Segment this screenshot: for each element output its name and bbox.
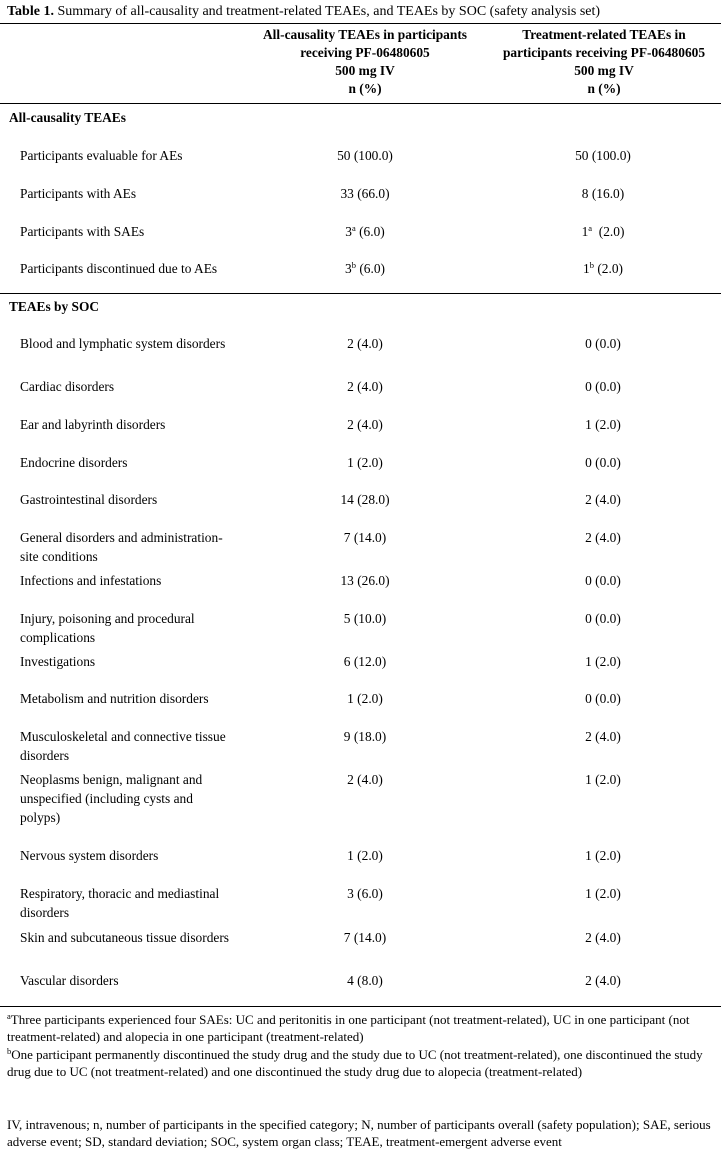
cell-all-causality: 4 (8.0) bbox=[347, 973, 383, 988]
cell-treatment-related: 0 (0.0) bbox=[585, 611, 621, 626]
cell-treatment-related: 1 (2.0) bbox=[585, 848, 621, 863]
cell-treatment-related: 0 (0.0) bbox=[585, 336, 621, 351]
row-label: Gastrointestinal disorders bbox=[20, 492, 158, 507]
cell-all-causality: 2 (4.0) bbox=[347, 772, 383, 787]
row-label: Vascular disorders bbox=[20, 973, 119, 988]
cell-treatment-related: 2 (4.0) bbox=[585, 973, 621, 988]
table-caption: Summary of all-causality and treatment-related TEAEs, and TEAEs by SOC (safety analysis set) bbox=[53, 4, 601, 19]
column-header-treatment-related: Treatment-related TEAEs in participants receiving PF-06480605 500 mg IV n (%) bbox=[502, 27, 706, 96]
cell-all-causality: 2 (4.0) bbox=[347, 417, 383, 432]
cell-all-causality: 7 (14.0) bbox=[343, 930, 387, 945]
row-label: Nervous system disorders bbox=[20, 848, 159, 863]
row-label: Participants with SAEs bbox=[20, 224, 145, 239]
top-rule bbox=[0, 23, 721, 24]
row-label: Investigations bbox=[20, 654, 96, 669]
footnote-mark: b bbox=[351, 260, 356, 270]
footnote-mark: b bbox=[7, 1046, 12, 1056]
cell-all-causality: 9 (18.0) bbox=[343, 729, 387, 744]
row-label: Participants evaluable for AEs bbox=[20, 148, 183, 163]
cell-treatment-related: 1 (2.0) bbox=[585, 417, 621, 432]
cell-all-causality: 14 (28.0) bbox=[340, 492, 390, 507]
row-label: Participants with AEs bbox=[20, 186, 137, 201]
row-label: Injury, poisoning and procedural complications bbox=[20, 611, 195, 645]
cell-all-causality: 33 (66.0) bbox=[340, 186, 390, 201]
row-label: Skin and subcutaneous tissue disorders bbox=[20, 930, 230, 945]
cell-treatment-related: 2 (4.0) bbox=[585, 492, 621, 507]
table-title bbox=[7, 3, 719, 21]
row-label: Endocrine disorders bbox=[20, 455, 128, 470]
cell-treatment-related: 0 (0.0) bbox=[585, 573, 621, 588]
cell-treatment-related: 1 (2.0) bbox=[585, 886, 621, 901]
section-rule bbox=[0, 293, 721, 294]
cell-treatment-related: 1 (2.0) bbox=[585, 772, 621, 787]
cell-all-causality: 3 (6.0) bbox=[347, 886, 383, 901]
row-label: Participants discontinued due to AEs bbox=[20, 261, 218, 276]
row-label: Neoplasms benign, malignant and unspecified (including cysts and polyps) bbox=[20, 772, 203, 825]
column-header-all-causality: All-causality TEAEs in participants receiving PF-06480605 500 mg IV n (%) bbox=[263, 27, 467, 96]
cell-treatment-related: 2 (4.0) bbox=[585, 530, 621, 545]
cell-treatment-related: 0 (0.0) bbox=[585, 379, 621, 394]
cell-treatment-related: 0 (0.0) bbox=[585, 691, 621, 706]
footnote-mark: a bbox=[351, 223, 356, 233]
cell-treatment-related: 1 (2.0) bbox=[585, 654, 621, 669]
table-number: Table 1. bbox=[7, 4, 54, 19]
row-label: Infections and infestations bbox=[20, 573, 162, 588]
cell-all-causality: 2 (4.0) bbox=[347, 336, 383, 351]
cell-treatment-related: 2 (4.0) bbox=[585, 729, 621, 744]
cell-all-causality: 1 (2.0) bbox=[347, 691, 383, 706]
cell-all-causality: 6 (12.0) bbox=[343, 654, 387, 669]
cell-all-causality: 2 (4.0) bbox=[347, 379, 383, 394]
cell-treatment-related: 50 (100.0) bbox=[575, 148, 631, 163]
cell-treatment-related: 1$^b$ (2.0) bbox=[583, 260, 623, 276]
cell-all-causality: 1 (2.0) bbox=[347, 455, 383, 470]
footnote-mark: a bbox=[588, 223, 593, 233]
cell-all-causality: 1 (2.0) bbox=[347, 848, 383, 863]
row-label: Musculoskeletal and connective tissue disorders bbox=[20, 729, 226, 763]
footnote-b: $^b$One participant permanently discontinued the study drug and the study due to UC (not treatment-related), one discontinued the study drug due to UC (not treatment-related) and one discontinued the study drug due to alopecia (treatment-related) bbox=[7, 1046, 703, 1079]
cell-all-causality: 3$^b$ (6.0) bbox=[345, 260, 385, 276]
footnote-a: $^a$Three participants experienced four SAEs: UC and peritonitis in one participant (not treatment-related), UC in one participant (not treatment-related) and alopecia in one participant (treatment-related) bbox=[7, 1011, 690, 1044]
section-title-all-causality: All-causality TEAEs bbox=[9, 110, 126, 125]
header-rule bbox=[0, 103, 721, 104]
cell-all-causality: 5 (10.0) bbox=[343, 611, 387, 626]
bottom-rule bbox=[0, 1006, 721, 1007]
cell-all-causality: 3$^a$ (6.0) bbox=[345, 223, 385, 239]
row-label: Blood and lymphatic system disorders bbox=[20, 336, 226, 351]
footnote-mark: a bbox=[7, 1011, 11, 1021]
row-label: Respiratory, thoracic and mediastinal disorders bbox=[20, 886, 220, 920]
abbreviations-note: IV, intravenous; n, number of participants in the specified category; N, number of participants overall (safety population); SAE, serious adverse event; SD, standard deviation; SOC, system organ class; TEAE, treatment-emergent adverse event bbox=[7, 1117, 711, 1149]
cell-all-causality: 13 (26.0) bbox=[340, 573, 390, 588]
cell-all-causality: 7 (14.0) bbox=[343, 530, 387, 545]
cell-all-causality: 50 (100.0) bbox=[337, 148, 393, 163]
cell-treatment-related: 0 (0.0) bbox=[585, 455, 621, 470]
row-label: General disorders and administration-site conditions bbox=[20, 530, 223, 564]
section-title-by-soc: TEAEs by SOC bbox=[9, 299, 100, 314]
cell-treatment-related: 1$^a$ (2.0) bbox=[581, 223, 625, 239]
footnote-mark: b bbox=[589, 260, 594, 270]
row-label: Ear and labyrinth disorders bbox=[20, 417, 166, 432]
cell-treatment-related: 2 (4.0) bbox=[585, 930, 621, 945]
row-label: Cardiac disorders bbox=[20, 379, 115, 394]
cell-treatment-related: 8 (16.0) bbox=[581, 186, 625, 201]
row-label: Metabolism and nutrition disorders bbox=[20, 691, 209, 706]
